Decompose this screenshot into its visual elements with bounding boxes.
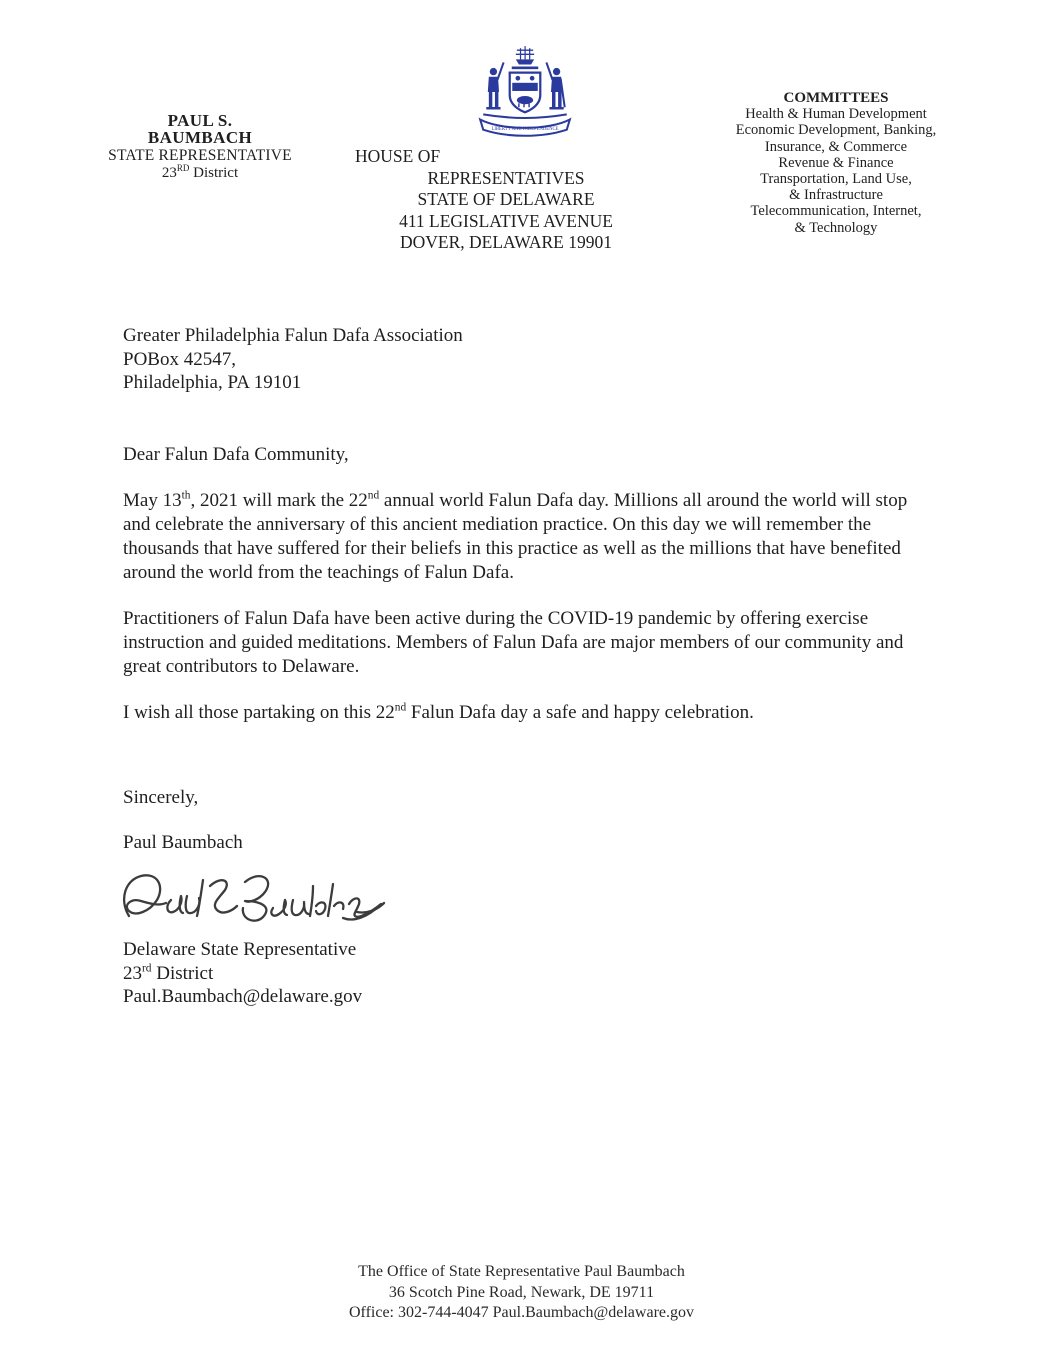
committee-item: & Infrastructure bbox=[789, 187, 883, 204]
recipient-line: Philadelphia, PA 19101 bbox=[123, 372, 302, 393]
representative-district: 23RD District bbox=[161, 163, 239, 181]
committees-block bbox=[708, 90, 964, 236]
committees-title: COMMITTEES bbox=[783, 90, 889, 106]
signature-block-line: Delaware State Representative bbox=[123, 939, 357, 960]
signer-name: Paul Baumbach bbox=[123, 832, 243, 853]
representative-title: STATE REPRESENTATIVE bbox=[108, 147, 292, 164]
house-of-line: HOUSE OF bbox=[355, 146, 441, 166]
representatives-line: REPRESENTATIVES bbox=[427, 167, 585, 188]
seal-motto-text: LIBERTY AND INDEPENDENCE bbox=[491, 127, 559, 133]
footer-line: Office: 302-744-4047 Paul.Baumbach@delaware.gov bbox=[348, 1304, 694, 1321]
signature-block-line: Paul.Baumbach@delaware.gov bbox=[123, 986, 363, 1007]
committee-item: Telecommunication, Internet, bbox=[750, 203, 922, 220]
footer-line: The Office of State Representative Paul Baumbach bbox=[358, 1263, 685, 1280]
signature-block-line: 23rd District bbox=[123, 962, 214, 984]
paragraph-1: May 13th, 2021 will mark the 22nd annual world Falun Dafa day. Millions all around the world will stop and celebrate the anniversary of this ancient mediation practice. On this day we will remember the thousands that have suffered for their beliefs in this practice as well as the millions that have benefited around the world from the teachings of Falun Dafa. bbox=[123, 489, 908, 583]
paragraph-2: Practitioners of Falun Dafa have been active during the COVID-19 pandemic by offering exercise instruction and guided meditations. Members of Falun Dafa are major members of our community and great contributors to Delaware. bbox=[123, 608, 904, 677]
salutation: Dear Falun Dafa Community, bbox=[123, 444, 349, 465]
recipient-line: POBox 42547, bbox=[123, 348, 236, 370]
state-line: STATE OF DELAWARE bbox=[417, 189, 595, 209]
street-line: 411 LEGISLATIVE AVENUE bbox=[399, 210, 613, 231]
committee-item: Revenue & Finance bbox=[778, 154, 894, 171]
closing: Sincerely, bbox=[123, 787, 199, 808]
signature-block bbox=[123, 938, 929, 1009]
committee-item: Insurance, & Commerce bbox=[764, 138, 908, 155]
delaware-state-seal-icon bbox=[471, 44, 579, 142]
recipient-line: Greater Philadelphia Falun Dafa Association bbox=[123, 325, 463, 346]
committee-item: Economic Development, Banking, bbox=[735, 122, 937, 139]
representative-name-line1: PAUL S. bbox=[167, 111, 233, 130]
letterhead-left bbox=[85, 112, 315, 182]
committee-item: & Technology bbox=[794, 219, 878, 236]
recipient-address bbox=[123, 324, 929, 395]
representative-name-line2: BAUMBACH bbox=[147, 128, 253, 147]
handwritten-signature bbox=[113, 856, 388, 938]
letterhead-center bbox=[355, 146, 657, 254]
city-line: DOVER, DELAWARE 19901 bbox=[400, 232, 612, 252]
paragraph-3: I wish all those partaking on this 22nd Falun Dafa day a safe and happy celebration. bbox=[123, 701, 754, 723]
footer-line: 36 Scotch Pine Road, Newark, DE 19711 bbox=[388, 1283, 655, 1301]
committee-item: Health & Human Development bbox=[745, 106, 927, 123]
office-footer bbox=[0, 1262, 1043, 1324]
committees-list bbox=[708, 106, 964, 236]
committee-item: Transportation, Land Use, bbox=[760, 171, 912, 188]
